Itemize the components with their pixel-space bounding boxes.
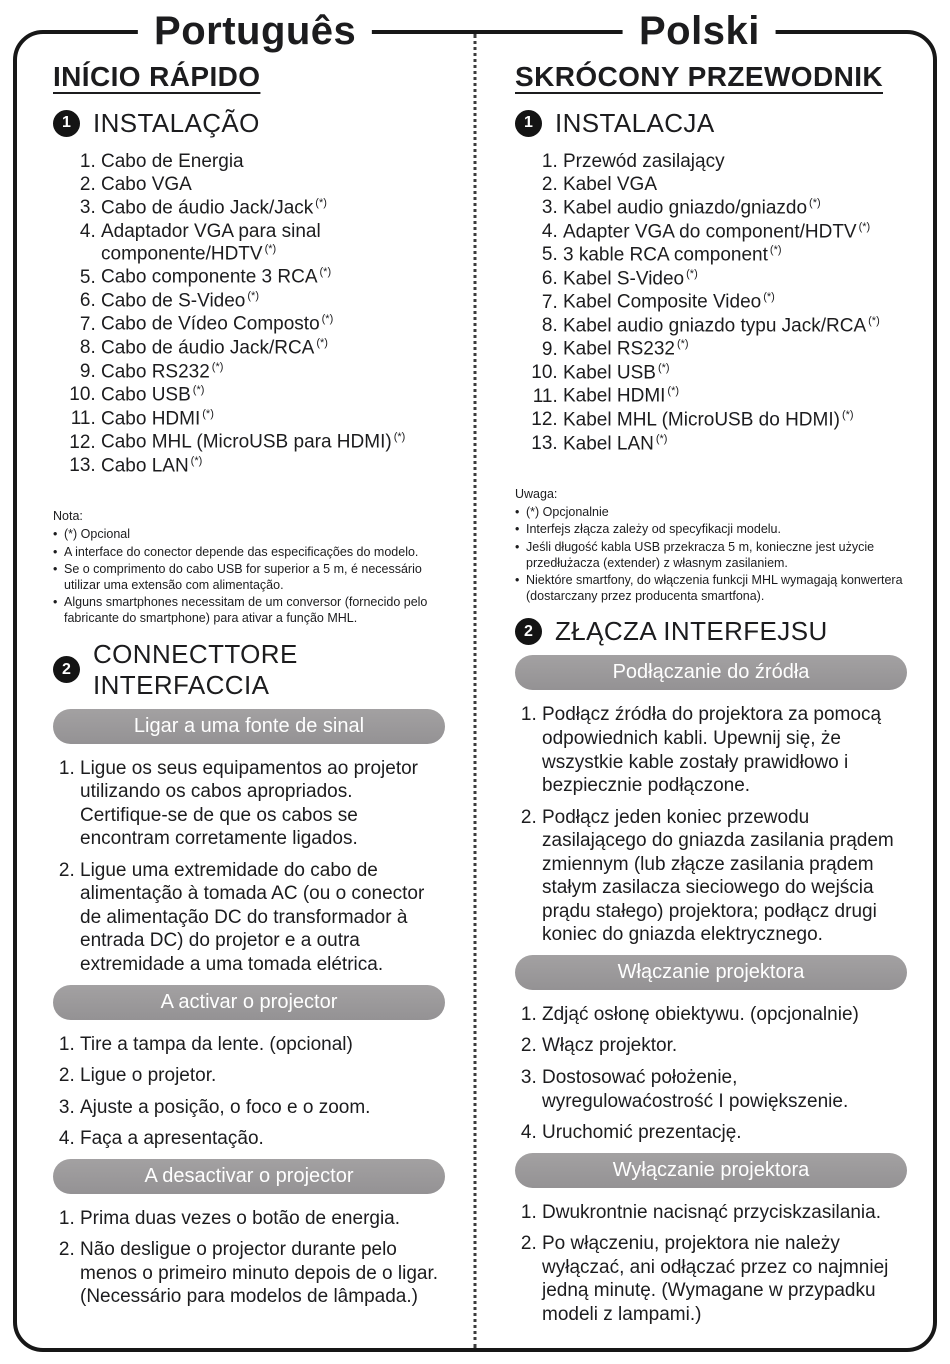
list-item: • Se o comprimento do cabo USB for superior a 5 m, é necessário utilizar uma extensão com alimentação. bbox=[53, 562, 445, 593]
list-item: 1. Podłącz źródła do projektora za pomocą odpowiednich kabli. Upewnij się, że wszystkie kable zostały prawidłowo i bezpiecznie podłączone. bbox=[542, 703, 907, 797]
optional-asterisk: (*) bbox=[316, 336, 328, 349]
document-frame bbox=[13, 8, 937, 1352]
list-item: 13. Kabel LAN (*) bbox=[563, 433, 907, 456]
list-item: 10. Cabo USB (*) bbox=[101, 384, 445, 407]
list-item: 2. Ligue o projetor. bbox=[80, 1064, 445, 1088]
note-label-pl: Uwaga: bbox=[515, 487, 558, 502]
list-item: 3. Dostosować położenie, wyregulowaćostrość I powiększenie. bbox=[542, 1066, 907, 1113]
note-block-pl bbox=[515, 487, 907, 604]
optional-asterisk: (*) bbox=[676, 338, 689, 351]
list-item: • (*) Opcional bbox=[53, 527, 445, 543]
list-item: 1. Zdjąć osłonę obiektywu. (opcjonalnie) bbox=[542, 1003, 907, 1027]
list-item: 9. Kabel RS232 (*) bbox=[563, 338, 907, 361]
optional-asterisk: (*) bbox=[655, 432, 668, 445]
list-item: 7. Kabel Composite Video (*) bbox=[563, 291, 907, 314]
list-item: 10. Kabel USB (*) bbox=[563, 362, 907, 385]
pill-connect-source-pl: Podłączanie do źródła bbox=[515, 655, 907, 690]
circled-number-1-icon: 1 bbox=[53, 110, 80, 137]
optional-asterisk: (*) bbox=[841, 408, 854, 421]
optional-asterisk: (*) bbox=[190, 454, 203, 467]
list-item: 5. 3 kable RCA component (*) bbox=[563, 244, 907, 267]
quick-start-title-pl: SKRÓCONY PRZEWODNIK bbox=[515, 61, 883, 92]
list-item: • Jeśli długość kabla USB przekracza 5 m, konieczne jest użycie przedłużacza (extender) z własnym zasilaniem. bbox=[515, 540, 907, 571]
list-item: 13. Cabo LAN (*) bbox=[101, 455, 445, 478]
step-list-power-on-pt bbox=[53, 1033, 445, 1151]
optional-asterisk: (*) bbox=[686, 267, 698, 280]
optional-asterisk: (*) bbox=[769, 244, 782, 257]
section-title-installation-pl: INSTALACJA bbox=[555, 107, 715, 138]
list-item: 2. Não desligue o projector durante pelo menos o primeiro minuto depois de o ligar. (Necessário para modelos de lâmpada.) bbox=[80, 1238, 445, 1309]
note-list-pl bbox=[515, 505, 907, 605]
pill-power-on-pt: A activar o projector bbox=[53, 985, 445, 1020]
list-item: • Niektóre smartfony, do włączenia funkcji MHL wymagają konwertera (dostarczany przez producenta smartfona). bbox=[515, 573, 907, 604]
column-portuguese bbox=[17, 34, 475, 1348]
list-item: • (*) Opcjonalnie bbox=[515, 505, 907, 521]
optional-asterisk: (*) bbox=[858, 220, 871, 233]
list-item: 3. Kabel audio gniazdo/gniazdo (*) bbox=[563, 197, 907, 220]
step-list-power-off-pt bbox=[53, 1207, 445, 1309]
language-heading-portuguese: Português bbox=[138, 9, 372, 54]
pill-power-off-pl: Wyłączanie projektora bbox=[515, 1153, 907, 1188]
column-divider bbox=[474, 34, 477, 1348]
column-polski bbox=[475, 34, 933, 1348]
list-item: 1. Ligue os seus equipamentos ao projetor utilizando os cabos apropriados. Certifique-se de que os cabos se encontram corretamente ligados. bbox=[80, 757, 445, 851]
pill-power-on-pl: Włączanie projektora bbox=[515, 955, 907, 990]
list-item: 9. Cabo RS232 (*) bbox=[101, 361, 445, 384]
optional-asterisk: (*) bbox=[315, 197, 327, 210]
section-connectors-pt bbox=[53, 639, 445, 701]
list-item: 2. Włącz projektor. bbox=[542, 1034, 907, 1058]
optional-asterisk: (*) bbox=[202, 407, 214, 420]
list-item: 3. Cabo de áudio Jack/Jack (*) bbox=[101, 197, 445, 220]
list-item: 8. Cabo de áudio Jack/RCA (*) bbox=[101, 337, 445, 360]
list-item: 2. Cabo VGA bbox=[101, 174, 445, 196]
cable-list-pt bbox=[53, 151, 445, 478]
list-item: • Alguns smartphones necessitam de um conversor (fornecido pelo fabricante do smartphone) para ativar a função MHL. bbox=[53, 595, 445, 626]
pill-connect-source-pt: Ligar a uma fonte de sinal bbox=[53, 709, 445, 744]
list-item: 8. Kabel audio gniazdo typu Jack/RCA (*) bbox=[563, 315, 907, 338]
step-list-power-off-pl bbox=[515, 1201, 907, 1327]
optional-asterisk: (*) bbox=[763, 291, 775, 304]
section-installation-pt bbox=[53, 108, 445, 139]
section-title-installation-pt: INSTALAÇÃO bbox=[93, 107, 260, 138]
optional-asterisk: (*) bbox=[868, 314, 880, 327]
circled-number-2-icon: 2 bbox=[515, 618, 542, 645]
list-item: 2. Podłącz jeden koniec przewodu zasilającego do gniazda zasilania prądem zmiennym (lub złącze zasilania prądem stałym zasilacza sieciowego do wejścia prądu stałego) projektora; podłącz drugi koniec do gniazda elektrycznego. bbox=[542, 806, 907, 947]
list-item: 12. Cabo MHL (MicroUSB para HDMI) (*) bbox=[101, 431, 445, 454]
language-heading-polski: Polski bbox=[623, 9, 776, 54]
list-item: 1. Tire a tampa da lente. (opcional) bbox=[80, 1033, 445, 1057]
step-list-connect-source-pt bbox=[53, 757, 445, 977]
list-item: 7. Cabo de Vídeo Composto (*) bbox=[101, 313, 445, 336]
circled-number-2-icon: 2 bbox=[53, 656, 80, 683]
optional-asterisk: (*) bbox=[809, 197, 821, 210]
section-title-connectors-pl: ZŁĄCZA INTERFEJSU bbox=[555, 616, 828, 647]
note-label-pt: Nota: bbox=[53, 509, 83, 524]
section-installation-pl bbox=[515, 108, 907, 139]
list-item: 1. Dwukrontnie nacisnąć przyciskzasilania. bbox=[542, 1201, 907, 1225]
list-item: 3. Ajuste a posição, o foco e o zoom. bbox=[80, 1096, 445, 1120]
section-connectors-pl bbox=[515, 616, 907, 647]
pill-power-off-pt: A desactivar o projector bbox=[53, 1159, 445, 1194]
list-item: 2. Ligue uma extremidade do cabo de alimentação à tomada AC (ou o conector de alimentação DC do transformador à entrada DC) do projetor e a outra extremidade a uma tomada elétrica. bbox=[80, 859, 445, 977]
circled-number-1-icon: 1 bbox=[515, 110, 542, 137]
optional-asterisk: (*) bbox=[667, 385, 680, 398]
optional-asterisk: (*) bbox=[321, 313, 334, 326]
list-item: 4. Adaptador VGA para sinal componente/HDTV (*) bbox=[101, 221, 445, 266]
list-item: 6. Kabel S-Video (*) bbox=[563, 268, 907, 291]
list-item: 11. Kabel HDMI (*) bbox=[563, 385, 907, 408]
list-item: 12. Kabel MHL (MicroUSB do HDMI) (*) bbox=[563, 409, 907, 432]
section-title-connectors-pt: CONNECTTORE INTERFACCIA bbox=[93, 638, 298, 700]
list-item: 1. Cabo de Energia bbox=[101, 151, 445, 173]
list-item: 5. Cabo componente 3 RCA (*) bbox=[101, 266, 445, 289]
optional-asterisk: (*) bbox=[211, 360, 224, 373]
list-item: 6. Cabo de S-Video (*) bbox=[101, 290, 445, 313]
list-item: • A interface do conector depende das especificações do modelo. bbox=[53, 545, 445, 561]
step-list-power-on-pl bbox=[515, 1003, 907, 1145]
optional-asterisk: (*) bbox=[657, 361, 670, 374]
step-list-connect-source-pl bbox=[515, 703, 907, 946]
list-item: 2. Kabel VGA bbox=[563, 174, 907, 196]
list-item: 2. Po włączeniu, projektora nie należy wyłączać, ani odłączać przez co najmniej jedną minutę. (Wymagane w przypadku modeli z lampami.) bbox=[542, 1232, 907, 1326]
list-item: 4. Faça a apresentação. bbox=[80, 1127, 445, 1151]
optional-asterisk: (*) bbox=[264, 242, 277, 255]
list-item: 4. Uruchomić prezentację. bbox=[542, 1121, 907, 1145]
quick-start-title-pt: INÍCIO RÁPIDO bbox=[53, 61, 261, 92]
optional-asterisk: (*) bbox=[247, 289, 259, 302]
optional-asterisk: (*) bbox=[319, 266, 332, 279]
list-item: 1. Prima duas vezes o botão de energia. bbox=[80, 1207, 445, 1231]
list-item: • Interfejs złącza zależy od specyfikacji modelu. bbox=[515, 522, 907, 538]
list-item: 1. Przewód zasilający bbox=[563, 151, 907, 173]
cable-list-pl bbox=[515, 151, 907, 455]
optional-asterisk: (*) bbox=[192, 384, 205, 397]
note-list-pt bbox=[53, 527, 445, 627]
list-item: 11. Cabo HDMI (*) bbox=[101, 408, 445, 431]
optional-asterisk: (*) bbox=[393, 431, 406, 444]
note-block-pt bbox=[53, 509, 445, 626]
list-item: 4. Adapter VGA do component/HDTV (*) bbox=[563, 221, 907, 244]
